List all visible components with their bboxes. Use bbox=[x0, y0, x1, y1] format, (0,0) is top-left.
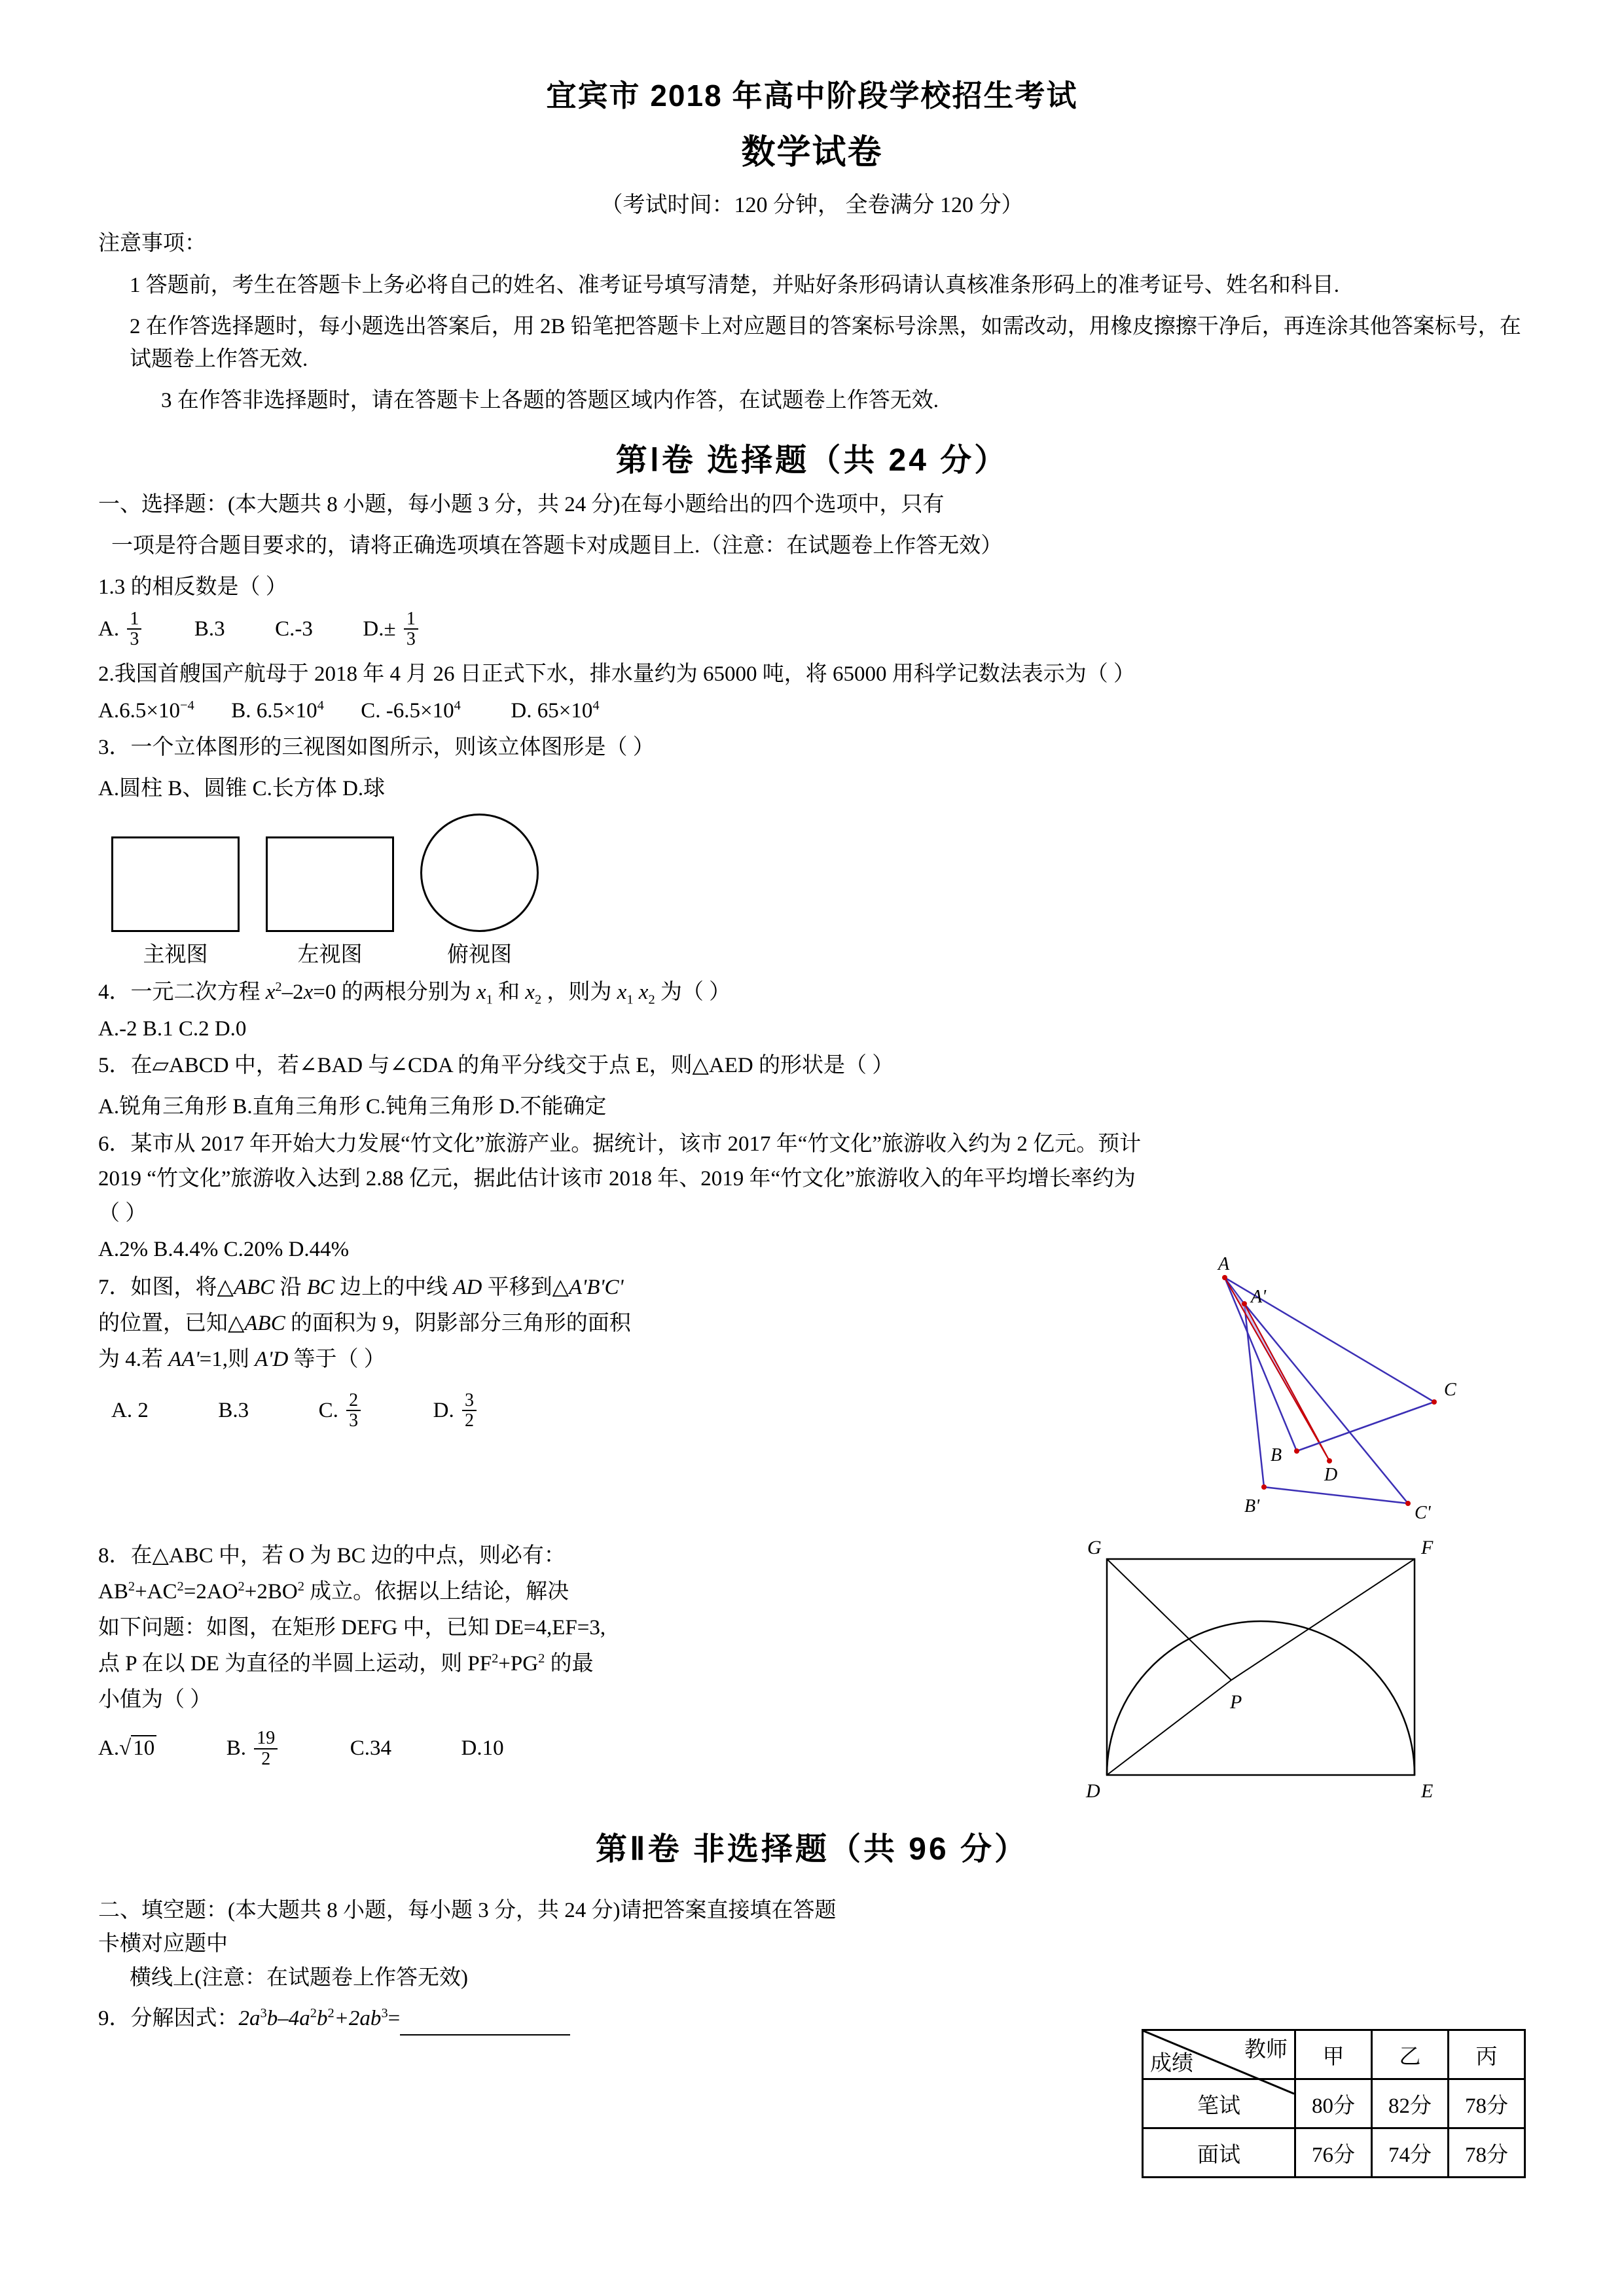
q8-option-a-radical: √10 bbox=[119, 1735, 156, 1761]
svg-text:D: D bbox=[1086, 1780, 1100, 1802]
q1-option-a-prefix: A. bbox=[98, 617, 120, 641]
question-3-figure bbox=[98, 814, 1526, 932]
svg-text:B: B bbox=[1271, 1444, 1282, 1465]
section-2-intro-line-2: 卡横对应题中 bbox=[98, 1932, 228, 1956]
table-col-header-1: 乙 bbox=[1372, 2030, 1449, 2079]
question-7-options bbox=[98, 1392, 1015, 1432]
svg-text:A': A' bbox=[1251, 1286, 1267, 1307]
table-header-row bbox=[1143, 2030, 1525, 2079]
score-table bbox=[1142, 2029, 1526, 2178]
answer-blank-line[interactable] bbox=[400, 2034, 570, 2036]
question-3-options: A.圆柱 B、圆锥 C.长方体 D.球 bbox=[98, 776, 386, 800]
question-6-line-2: 2019 “竹文化”旅游收入达到 2.88 亿元，据此估计该市 2018 年、2019 年“竹文化”旅游收入的年平均增长率约为 bbox=[98, 1167, 1136, 1191]
table-row bbox=[1143, 2128, 1525, 2178]
side-view-square bbox=[266, 836, 394, 932]
row-label-interview: 面试 bbox=[1143, 2128, 1295, 2178]
q7-option-c-fraction: $\frac{2}{3}$ bbox=[346, 1391, 361, 1431]
question-8-line-5: 小值为（ ） bbox=[98, 1688, 212, 1712]
notice-item-1: 1 答题前，考生在答题卡上务必将自己的姓名、准考证号填写清楚，并贴好条形码请认真核准条形码上的准考证号、姓名和科目. bbox=[130, 273, 1339, 297]
q8-option-b-prefix: B. bbox=[226, 1736, 246, 1761]
q7-option-c-prefix: C. bbox=[318, 1398, 338, 1422]
top-view-circle bbox=[420, 814, 539, 932]
question-6-line-3: （ ） bbox=[98, 1202, 147, 1226]
notice-item-3: 3 在作答非选择题时，请在答题卡上各题的答题区域内作答，在试题卷上作答无效. bbox=[161, 389, 939, 412]
corner-score-label: 成绩 bbox=[1150, 2052, 1193, 2075]
question-1-options bbox=[98, 608, 1526, 651]
notice-heading: 注意事项： bbox=[98, 232, 206, 255]
cell-interview-yi: 74分 bbox=[1372, 2128, 1449, 2178]
question-7-line-2: 的位置，已知△ABC 的面积为 9，阴影部分三角形的面积 bbox=[98, 1311, 631, 1335]
q7-option-b: B.3 bbox=[218, 1398, 249, 1422]
q8-option-d: D.10 bbox=[461, 1736, 504, 1761]
score-table-wrapper bbox=[1142, 2029, 1526, 2178]
question-9-stem: 9．分解因式：$2a^3b-4a^2b^2+2ab^3=$ bbox=[98, 2002, 1080, 2036]
question-8-options bbox=[98, 1730, 1055, 1770]
q7-option-d-prefix: D. bbox=[433, 1398, 454, 1422]
question-8-line-2: $AB^2+AC^2=2AO^2+2BO^2$ 成立。依据以上结论，解决 bbox=[98, 1579, 569, 1604]
section-1-intro-line-2: 一项是符合题目要求的，请将正确选项填在答题卡对成题目上.（注意：在试题卷上作答无效） bbox=[111, 534, 1003, 558]
question-7-line-3: 为 4.若 AA'=1,则 A'D 等于（ ） bbox=[98, 1347, 386, 1371]
q1-option-d-prefix: D.± bbox=[363, 617, 396, 641]
question-8-line-3: 如下问题：如图，在矩形 DEFG 中，已知 DE=4,EF=3, bbox=[98, 1615, 606, 1640]
q2-option-b: B. $6.5\times 10^4$ bbox=[231, 698, 324, 723]
svg-text:A: A bbox=[1218, 1253, 1230, 1274]
question-7-line-1: 7．如图，将△ABC 沿 BC 边上的中线 AD 平移到△A'B'C' bbox=[98, 1275, 624, 1299]
table-col-header-2: 丙 bbox=[1449, 2030, 1525, 2079]
notice-item-2: 2 在作答选择题时，每小题选出答案后，用 2B 铅笔把答题卡上对应题目的答案标号涂黑，如需改动，用橡皮擦擦干净后，再连涂其他答案标号，在试题卷上作答无效. bbox=[130, 315, 1521, 371]
section-2-intro-line-1: 二、填空题：(本大题共 8 小题，每小题 3 分，共 24 分)请把答案直接填在答题 bbox=[98, 1898, 837, 1922]
q1-option-a-fraction: $\frac{1}{3}$ bbox=[127, 609, 141, 649]
question-6-line-1: 6．某市从 2017 年开始大力发展“竹文化”旅游产业。据统计，该市 2017 年“竹文化”旅游收入约为 2 亿元。预计 bbox=[98, 1132, 1142, 1157]
q7-option-d-fraction: $\frac{3}{2}$ bbox=[462, 1391, 477, 1431]
question-2-options bbox=[98, 698, 1526, 723]
question-6-options: A.2% B.4.4% C.20% D.44% bbox=[98, 1237, 350, 1261]
q1-option-d-fraction: $\frac{1}{3}$ bbox=[404, 609, 418, 649]
question-5-options: A.锐角三角形 B.直角三角形 C.钝角三角形 D.不能确定 bbox=[98, 1095, 607, 1119]
question-2-stem: 2.我国首艘国产航母于 2018 年 4 月 26 日正式下水，排水量约为 65000 吨，将 65000 用科学记数法表示为（ ） bbox=[98, 662, 1135, 687]
svg-text:E: E bbox=[1421, 1780, 1434, 1802]
question-4-stem: 4．一元二次方程 $x^2-2x=0$ 的两根分别为 $x_1$ 和 $x_2$ ，则为 $x_1$ $x_2$ 为（ ） bbox=[98, 979, 731, 1007]
svg-text:B': B' bbox=[1244, 1496, 1260, 1516]
svg-text:C: C bbox=[1444, 1379, 1456, 1400]
side-view-label: 左视图 bbox=[297, 942, 363, 967]
top-view-label: 俯视图 bbox=[447, 942, 512, 967]
question-3-figure-labels bbox=[98, 937, 1526, 968]
q1-option-c: C.-3 bbox=[275, 617, 313, 641]
q8-option-c: C.34 bbox=[350, 1736, 391, 1761]
question-8-line-4: 点 P 在以 DE 为直径的半圆上运动，则 $PF^2+PG^2$ 的最 bbox=[98, 1651, 594, 1676]
q2-option-c: C. $-6.5\times 10^4$ bbox=[361, 698, 461, 723]
svg-text:C': C' bbox=[1415, 1502, 1431, 1523]
section-2-heading: 第Ⅱ卷 非选择题（共 96 分） bbox=[595, 1831, 1029, 1867]
cell-interview-jia: 76分 bbox=[1295, 2128, 1372, 2178]
q2-option-a: $A.6.5\times 10^{-4}$ bbox=[98, 698, 194, 723]
section-1-intro-line-1: 一、选择题：(本大题共 8 小题，每小题 3 分，共 24 分)在每小题给出的四个选项中，只有 bbox=[98, 492, 945, 516]
section-2-intro-line-3: 横线上(注意：在试题卷上作答无效) bbox=[130, 1965, 468, 1990]
table-corner-cell bbox=[1143, 2030, 1295, 2079]
front-view-square bbox=[111, 836, 240, 932]
q7-option-a: A. 2 bbox=[111, 1398, 149, 1422]
cell-written-bing: 78分 bbox=[1449, 2079, 1525, 2128]
q8-option-b-fraction: $\frac{19}{2}$ bbox=[254, 1729, 278, 1768]
page-subtitle-main: 数学试卷 bbox=[741, 134, 883, 171]
rectangle-semicircle-diagram bbox=[1068, 1536, 1526, 1802]
cell-written-jia: 80分 bbox=[1295, 2079, 1372, 2128]
front-view-label: 主视图 bbox=[143, 942, 208, 967]
table-col-header-0: 甲 bbox=[1295, 2030, 1372, 2079]
question-3-stem: 3．一个立体图形的三视图如图所示，则该立体图形是（ ） bbox=[98, 735, 655, 759]
page-title: 宜宾市 2018 年高中阶段学校招生考试 bbox=[546, 79, 1078, 113]
cell-written-yi: 82分 bbox=[1372, 2079, 1449, 2128]
triangle-translation-diagram bbox=[1028, 1253, 1526, 1523]
svg-text:G: G bbox=[1087, 1536, 1102, 1558]
section-1-heading: 第Ⅰ卷 选择题（共 24 分） bbox=[615, 442, 1009, 478]
question-8-figure bbox=[1068, 1536, 1526, 1802]
row-label-written-test: 笔试 bbox=[1143, 2079, 1295, 2128]
q2-option-d: D. $65\times 10^4$ bbox=[511, 698, 600, 723]
exam-time-note: （考试时间：120 分钟， 全卷满分 120 分） bbox=[600, 193, 1024, 217]
question-8-line-1: 8．在△ABC 中，若 O 为 BC 边的中点，则必有： bbox=[98, 1543, 566, 1568]
svg-text:P: P bbox=[1230, 1691, 1242, 1713]
q1-option-b: B.3 bbox=[194, 617, 225, 641]
question-4-options: A.-2 B.1 C.2 D.0 bbox=[98, 1016, 247, 1041]
corner-teacher-label: 教师 bbox=[1244, 2038, 1288, 2062]
q8-option-a-prefix: A. bbox=[98, 1736, 120, 1761]
cell-interview-bing: 78分 bbox=[1449, 2128, 1525, 2178]
question-7-figure bbox=[1028, 1253, 1526, 1523]
svg-text:F: F bbox=[1421, 1536, 1434, 1558]
question-1-stem: 1.3 的相反数是（ ） bbox=[98, 575, 287, 599]
svg-text:D: D bbox=[1324, 1464, 1338, 1485]
question-5-stem: 5．在▱ABCD 中，若∠BAD 与∠CDA 的角平分线交于点 E，则△AED 的形状是（ ） bbox=[98, 1053, 894, 1077]
